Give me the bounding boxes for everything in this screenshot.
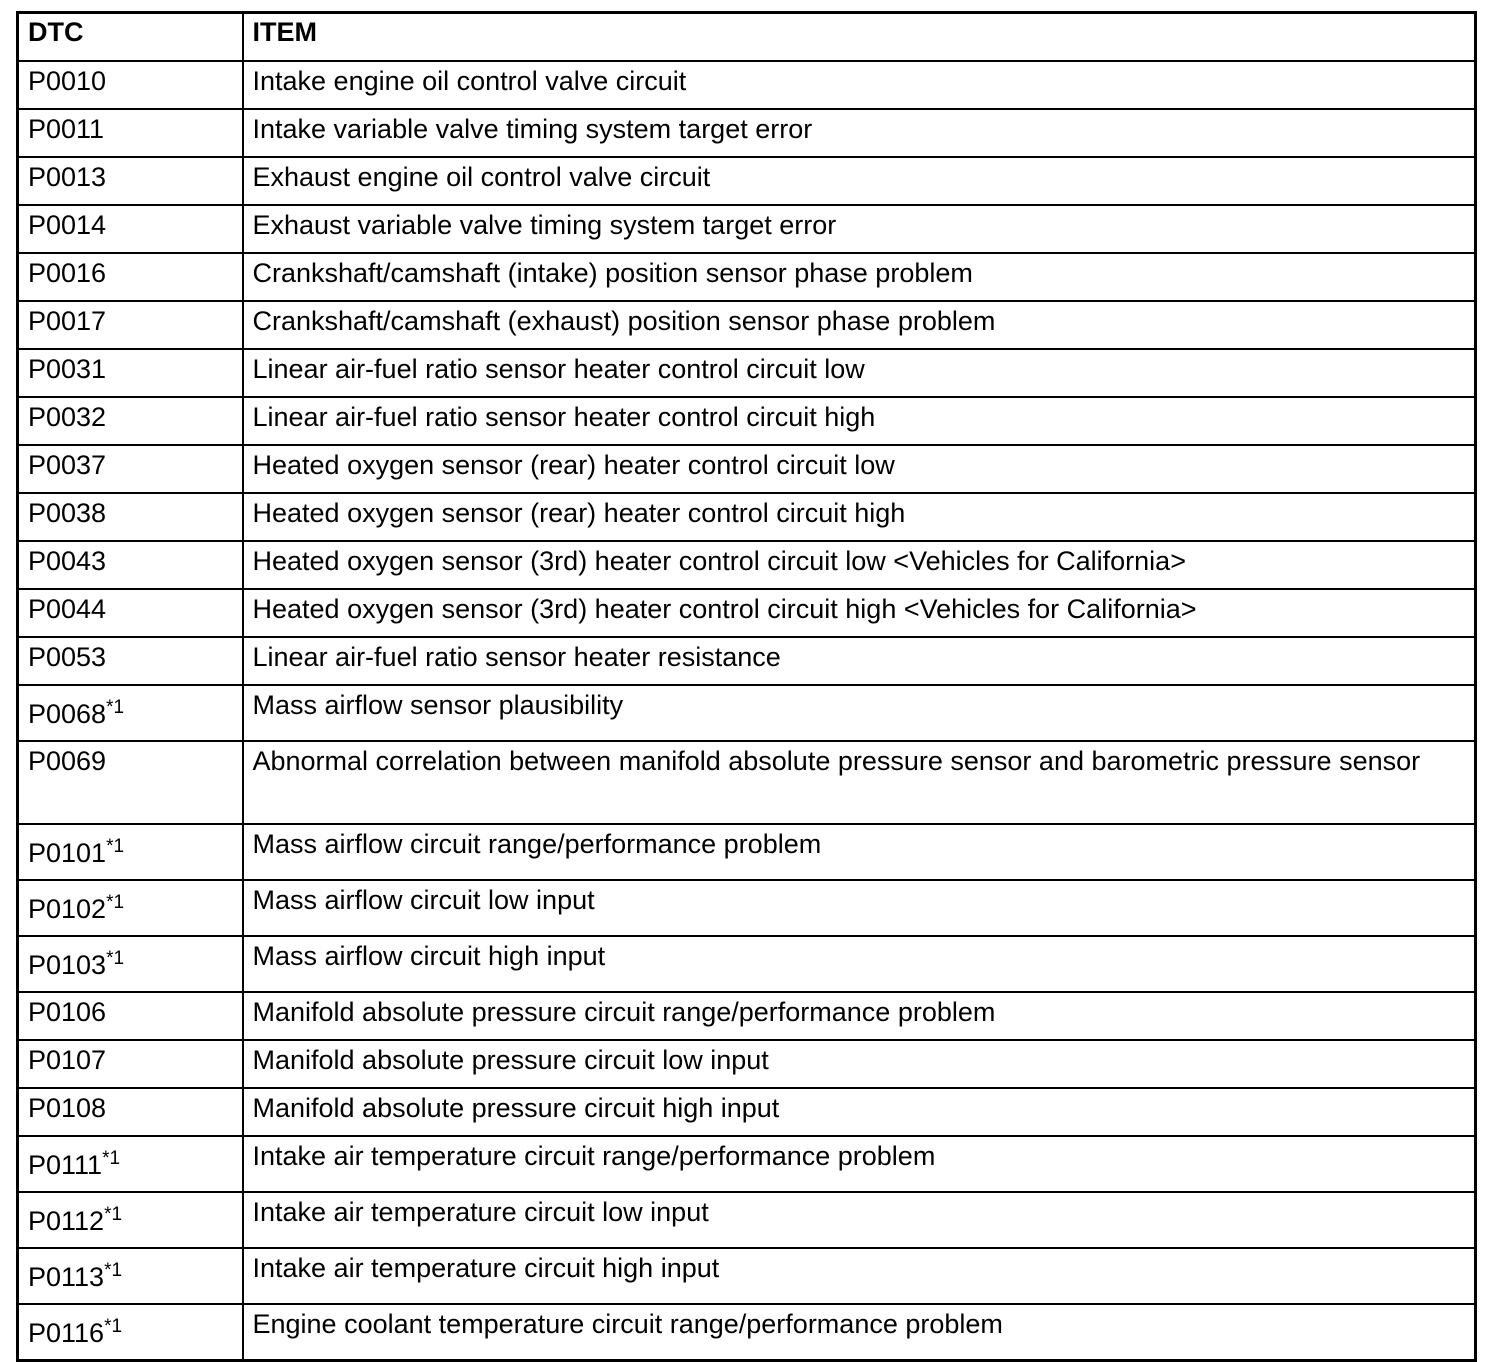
- dtc-footnote-mark: *1: [104, 1316, 123, 1337]
- dtc-code: P0014: [28, 210, 107, 240]
- dtc-code: P0037: [28, 450, 107, 480]
- dtc-code-cell: [18, 349, 243, 397]
- dtc-code: P0103: [28, 950, 107, 980]
- dtc-code: P0010: [28, 66, 107, 96]
- dtc-item-description: Heated oxygen sensor (rear) heater control circuit high: [243, 493, 1476, 541]
- dtc-item-description: Intake air temperature circuit high input: [243, 1248, 1476, 1304]
- table-header: [18, 13, 1476, 62]
- dtc-code-cell: [18, 824, 243, 880]
- dtc-code-cell: [18, 589, 243, 637]
- dtc-item-description: Crankshaft/camshaft (exhaust) position sensor phase problem: [243, 301, 1476, 349]
- table-row: [18, 1040, 1476, 1088]
- dtc-footnote-mark: *1: [106, 892, 125, 913]
- dtc-code-cell: [18, 157, 243, 205]
- table-row: [18, 1192, 1476, 1248]
- dtc-code: P0069: [28, 746, 107, 776]
- dtc-code: P0043: [28, 546, 107, 576]
- dtc-code: P0102: [28, 894, 107, 924]
- dtc-code-cell: [18, 397, 243, 445]
- dtc-code: P0031: [28, 354, 107, 384]
- dtc-code: P0111: [28, 1150, 103, 1180]
- table-row: [18, 1248, 1476, 1304]
- table-row: [18, 541, 1476, 589]
- header-dtc: DTC: [18, 13, 243, 62]
- dtc-item-description: Exhaust engine oil control valve circuit: [243, 157, 1476, 205]
- dtc-code-cell: [18, 1192, 243, 1248]
- table-row: [18, 992, 1476, 1040]
- dtc-code-cell: [18, 741, 243, 824]
- table-row: [18, 205, 1476, 253]
- dtc-item-description: Crankshaft/camshaft (intake) position sensor phase problem: [243, 253, 1476, 301]
- dtc-item-description: Heated oxygen sensor (3rd) heater control circuit low <Vehicles for California>: [243, 541, 1476, 589]
- dtc-code: P0116: [28, 1318, 105, 1348]
- table-row: [18, 936, 1476, 992]
- dtc-table: [16, 11, 1477, 1362]
- dtc-code-cell: [18, 301, 243, 349]
- dtc-code-cell: [18, 936, 243, 992]
- table-row: [18, 349, 1476, 397]
- table-row: [18, 109, 1476, 157]
- dtc-code-cell: [18, 1248, 243, 1304]
- table-row: [18, 685, 1476, 741]
- dtc-code: P0112: [28, 1206, 105, 1236]
- dtc-code-cell: [18, 1136, 243, 1192]
- header-row: [18, 13, 1476, 62]
- dtc-code-cell: [18, 493, 243, 541]
- table-row: [18, 301, 1476, 349]
- dtc-code-cell: [18, 205, 243, 253]
- dtc-code-cell: [18, 61, 243, 109]
- dtc-code: P0101: [28, 838, 107, 868]
- table-row: [18, 157, 1476, 205]
- dtc-item-description: Linear air-fuel ratio sensor heater control circuit low: [243, 349, 1476, 397]
- dtc-code: P0016: [28, 258, 107, 288]
- table-row: [18, 880, 1476, 936]
- dtc-item-description: Intake variable valve timing system target error: [243, 109, 1476, 157]
- dtc-item-description: Heated oxygen sensor (3rd) heater control circuit high <Vehicles for California>: [243, 589, 1476, 637]
- dtc-item-description: Manifold absolute pressure circuit high input: [243, 1088, 1476, 1136]
- dtc-code-cell: [18, 1040, 243, 1088]
- dtc-item-description: Exhaust variable valve timing system target error: [243, 205, 1476, 253]
- table-row: [18, 397, 1476, 445]
- table-row: [18, 493, 1476, 541]
- dtc-item-description: Intake air temperature circuit low input: [243, 1192, 1476, 1248]
- dtc-code-cell: [18, 1304, 243, 1361]
- table-row: [18, 1088, 1476, 1136]
- dtc-code-cell: [18, 637, 243, 685]
- dtc-item-description: Mass airflow circuit range/performance problem: [243, 824, 1476, 880]
- header-item: ITEM: [243, 13, 1476, 62]
- table-row: [18, 1136, 1476, 1192]
- dtc-item-description: Intake air temperature circuit range/performance problem: [243, 1136, 1476, 1192]
- dtc-item-description: Linear air-fuel ratio sensor heater resistance: [243, 637, 1476, 685]
- table-row: [18, 445, 1476, 493]
- dtc-code: P0106: [28, 997, 107, 1027]
- dtc-item-description: Manifold absolute pressure circuit low input: [243, 1040, 1476, 1088]
- dtc-item-description: Abnormal correlation between manifold absolute pressure sensor and barometric pressure sensor: [243, 741, 1476, 824]
- dtc-code-cell: [18, 445, 243, 493]
- table-row: [18, 589, 1476, 637]
- dtc-item-description: Linear air-fuel ratio sensor heater control circuit high: [243, 397, 1476, 445]
- dtc-code-cell: [18, 880, 243, 936]
- table-row: [18, 637, 1476, 685]
- dtc-code: P0017: [28, 306, 107, 336]
- dtc-code: P0068: [28, 699, 107, 729]
- dtc-footnote-mark: *1: [104, 1260, 123, 1281]
- dtc-code-cell: [18, 109, 243, 157]
- dtc-code-cell: [18, 1088, 243, 1136]
- dtc-footnote-mark: *1: [104, 1204, 123, 1225]
- dtc-footnote-mark: *1: [102, 1148, 121, 1169]
- dtc-item-description: Mass airflow circuit low input: [243, 880, 1476, 936]
- dtc-footnote-mark: *1: [106, 948, 125, 969]
- dtc-code-cell: [18, 992, 243, 1040]
- dtc-code-cell: [18, 685, 243, 741]
- table-row: [18, 824, 1476, 880]
- dtc-footnote-mark: *1: [106, 697, 125, 718]
- dtc-item-description: Manifold absolute pressure circuit range/performance problem: [243, 992, 1476, 1040]
- dtc-code: P0107: [28, 1045, 107, 1075]
- dtc-item-description: Mass airflow circuit high input: [243, 936, 1476, 992]
- table-body: [18, 61, 1476, 1361]
- dtc-item-description: Heated oxygen sensor (rear) heater control circuit low: [243, 445, 1476, 493]
- dtc-code: P0044: [28, 594, 107, 624]
- dtc-item-description: Intake engine oil control valve circuit: [243, 61, 1476, 109]
- dtc-footnote-mark: *1: [106, 836, 125, 857]
- dtc-code-cell: [18, 541, 243, 589]
- dtc-code: P0011: [28, 114, 105, 144]
- table-row: [18, 1304, 1476, 1361]
- dtc-code: P0108: [28, 1093, 107, 1123]
- dtc-item-description: Mass airflow sensor plausibility: [243, 685, 1476, 741]
- table-row: [18, 61, 1476, 109]
- dtc-code: P0038: [28, 498, 107, 528]
- table-row: [18, 253, 1476, 301]
- dtc-code: P0032: [28, 402, 107, 432]
- dtc-code-cell: [18, 253, 243, 301]
- dtc-code: P0013: [28, 162, 107, 192]
- dtc-item-description: Engine coolant temperature circuit range/performance problem: [243, 1304, 1476, 1361]
- dtc-code: P0113: [28, 1262, 105, 1292]
- table-row: [18, 741, 1476, 824]
- dtc-code: P0053: [28, 642, 107, 672]
